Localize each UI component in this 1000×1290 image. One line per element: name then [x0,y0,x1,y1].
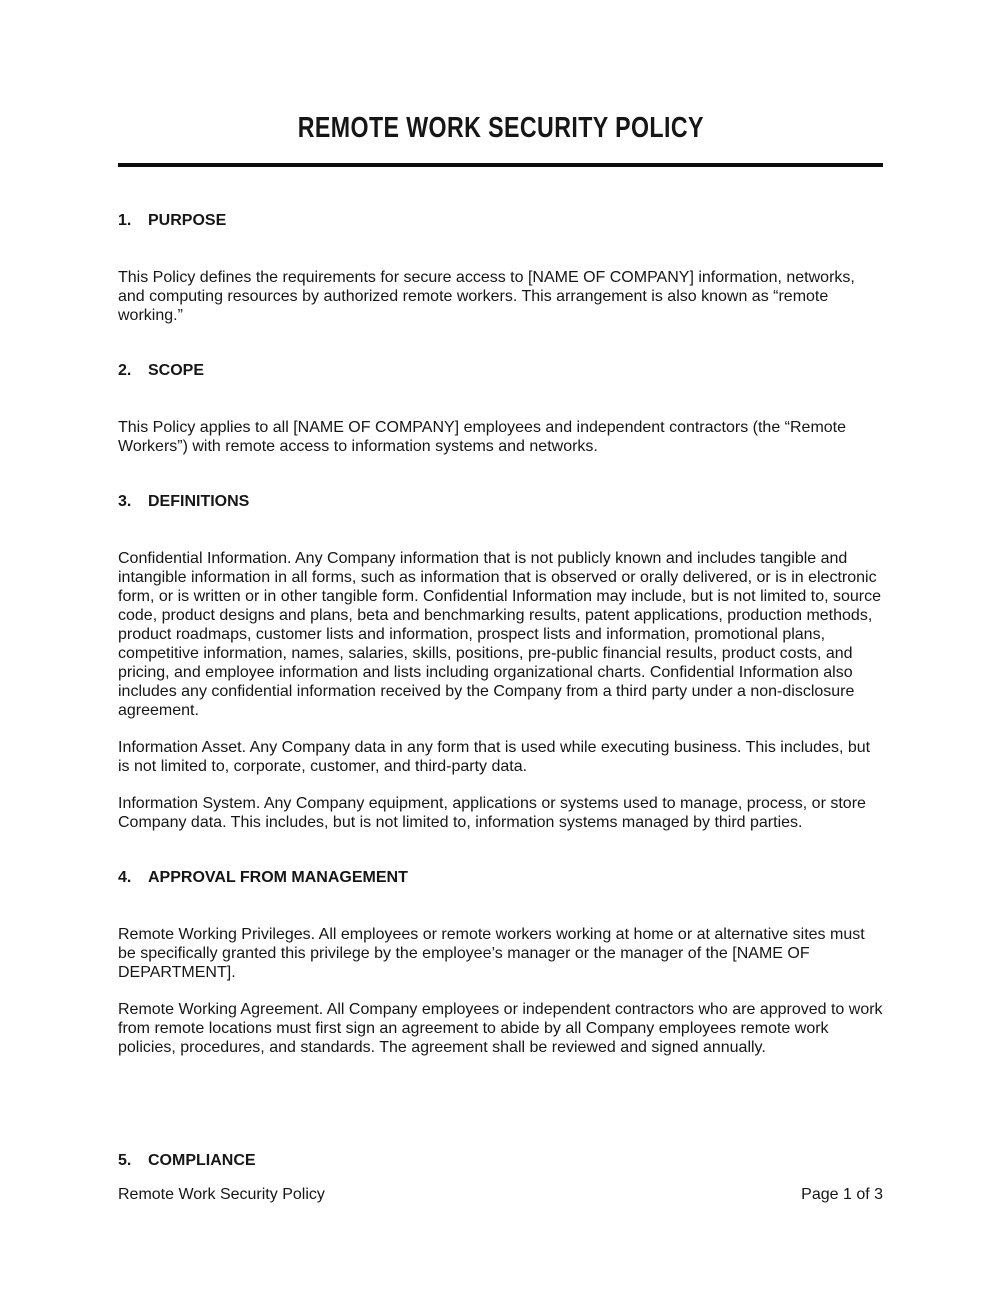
page-title [118,113,883,143]
paragraph-remote-working-agreement: Remote Working Agreement. All Company employees or independent contractors who are approved to work from remote locations must first sign an agreement to abide by all Company employees remote work policies, procedures, and standards. The agreement shall be reviewed and signed annually. [118,1001,883,1056]
section-heading-purpose [118,211,883,230]
paragraph-confidential-information: Confidential Information. Any Company information that is not publicly known and includes tangible and intangible information in all forms, such as information that is observed or orally delivered, or is in electronic form, or is written or in other tangible form. Confidential Information may include, but is not limited to, source code, product designs and plans, beta and benchmarking results, patent applications, production methods, product roadmaps, customer lists and information, prospect lists and information, promotional plans, competitive information, names, salaries, skills, positions, pre-public financial results, product costs, and pricing, and employee information and lists including organizational charts. Confidential Information also includes any confidential information received by the Company from a third party under a non-disclosure agreement. [118,550,882,719]
section-scope [118,361,883,456]
section-number: 4. [118,869,132,886]
page-title-text: REMOTE WORK SECURITY POLICY [297,112,704,144]
section-heading-label: DEFINITIONS [148,493,250,510]
paragraph-information-system: Information System. Any Company equipment, applications or systems used to manage, process, or store Company data. This includes, but is not limited to, information systems managed by third parties. [118,795,866,831]
paragraph: This Policy defines the requirements for secure access to [NAME OF COMPANY] information, networks, and computing resources by authorized remote workers. This arrangement is also known as “remote working.” [118,269,855,324]
section-number: 1. [118,212,132,229]
section-number: 5. [118,1152,132,1169]
footer-page-number: Page 1 of 3 [801,1186,883,1203]
section-heading-label: SCOPE [148,362,205,379]
section-heading-label: COMPLIANCE [148,1152,256,1169]
section-heading-definitions [118,492,883,511]
paragraph-information-asset: Information Asset. Any Company data in any form that is used while executing business. This includes, but is not limited to, corporate, customer, and third-party data. [118,739,871,775]
section-compliance [118,1151,883,1170]
section-heading-scope [118,361,883,380]
page-footer [118,1185,883,1204]
section-heading-label: PURPOSE [148,212,227,229]
section-heading-label: APPROVAL FROM MANAGEMENT [148,869,408,886]
paragraph: This Policy applies to all [NAME OF COMPANY] employees and independent contractors (the “Remote Workers”) with remote access to information systems and networks. [118,419,847,455]
section-number: 3. [118,493,132,510]
section-definitions [118,492,883,832]
section-number: 2. [118,362,132,379]
section-approval-from-management [118,868,883,1057]
section-heading-compliance [118,1151,883,1170]
footer-document-title: Remote Work Security Policy [118,1186,325,1203]
title-divider [118,163,883,167]
paragraph-remote-working-privileges: Remote Working Privileges. All employees or remote workers working at home or at alternative sites must be specifically granted this privilege by the employee’s manager or the manager of the [NAME OF DEPARTMENT]. [118,926,865,981]
section-purpose [118,211,883,325]
section-heading-approval [118,868,883,887]
